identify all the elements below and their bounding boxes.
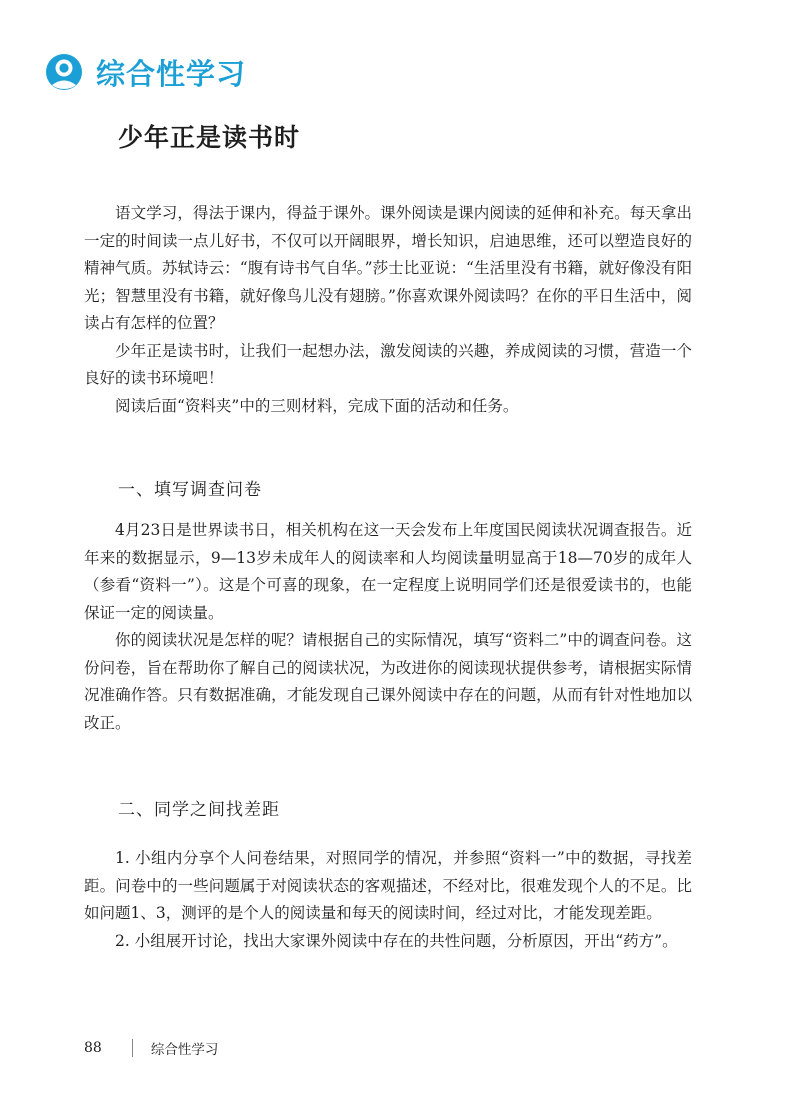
gap-paragraph: 2. 小组展开讨论，找出大家课外阅读中存在的共性问题，分析原因，开出“药方”。 [115, 931, 678, 950]
page-number: 88 [84, 1040, 102, 1056]
gap-section [84, 845, 692, 955]
survey-paragraph: 你的阅读状况是怎样的呢？请根据自己的实际情况，填写“资料二”中的调查问卷。这份问卷，旨在帮助你了解自己的阅读状况，为改进你的阅读现状提供参考，请根据实际情况准确作答。只有数据准确，才能发现自己课外阅读中存在的问题，从而有针对性地加以改正。 [84, 631, 692, 732]
page-title: 少年正是读书时 [118, 123, 301, 152]
section-heading-survey: 一、填写调查问卷 [118, 480, 262, 500]
person-profile-icon [44, 52, 84, 92]
chapter-title: 综合性学习 [96, 56, 247, 91]
intro-section [84, 200, 692, 420]
survey-paragraph: 4月23日是世界读书日，相关机构在这一天会发布上年度国民阅读状况调查报告。近年来的数据显示，9—13岁未成年人的阅读率和人均阅读量明显高于18—70岁的成年人（参看“资料一”）。这是个可喜的现象，在一定程度上说明同学们还是很爱读书的，也能保证一定的阅读量。 [84, 521, 692, 622]
intro-paragraph: 少年正是读书时，让我们一起想办法，激发阅读的兴趣，养成阅读的习惯，营造一个良好的读书环境吧！ [84, 341, 692, 387]
section-heading-gap: 二、同学之间找差距 [118, 800, 280, 820]
page-footer [84, 1038, 218, 1058]
footer-divider [132, 1039, 133, 1057]
survey-section [84, 517, 692, 737]
gap-paragraph: 1. 小组内分享个人问卷结果，对照同学的情况，并参照“资料一”中的数据，寻找差距。问卷中的一些问题属于对阅读状态的客观描述，不经对比，很难发现个人的不足。比如问题1、3，测评的是个人的阅读量和每天的阅读时间，经过对比，才能发现差距。 [84, 849, 692, 922]
intro-paragraph: 阅读后面“资料夹”中的三则材料，完成下面的活动和任务。 [115, 396, 519, 415]
chapter-header [44, 48, 246, 96]
footer-label: 综合性学习 [150, 1042, 219, 1058]
intro-paragraph: 语文学习，得法于课内，得益于课外。课外阅读是课内阅读的延伸和补充。每天拿出一定的时间读一点儿好书，不仅可以开阔眼界，增长知识，启迪思维，还可以塑造良好的精神气质。苏轼诗云：“腹有诗书气自华。”莎士比亚说：“生活里没有书籍，就好像没有阳光；智慧里没有书籍，就好像鸟儿没有翅膀。”你喜欢课外阅读吗？在你的平日生活中，阅读占有怎样的位置？ [84, 204, 692, 332]
